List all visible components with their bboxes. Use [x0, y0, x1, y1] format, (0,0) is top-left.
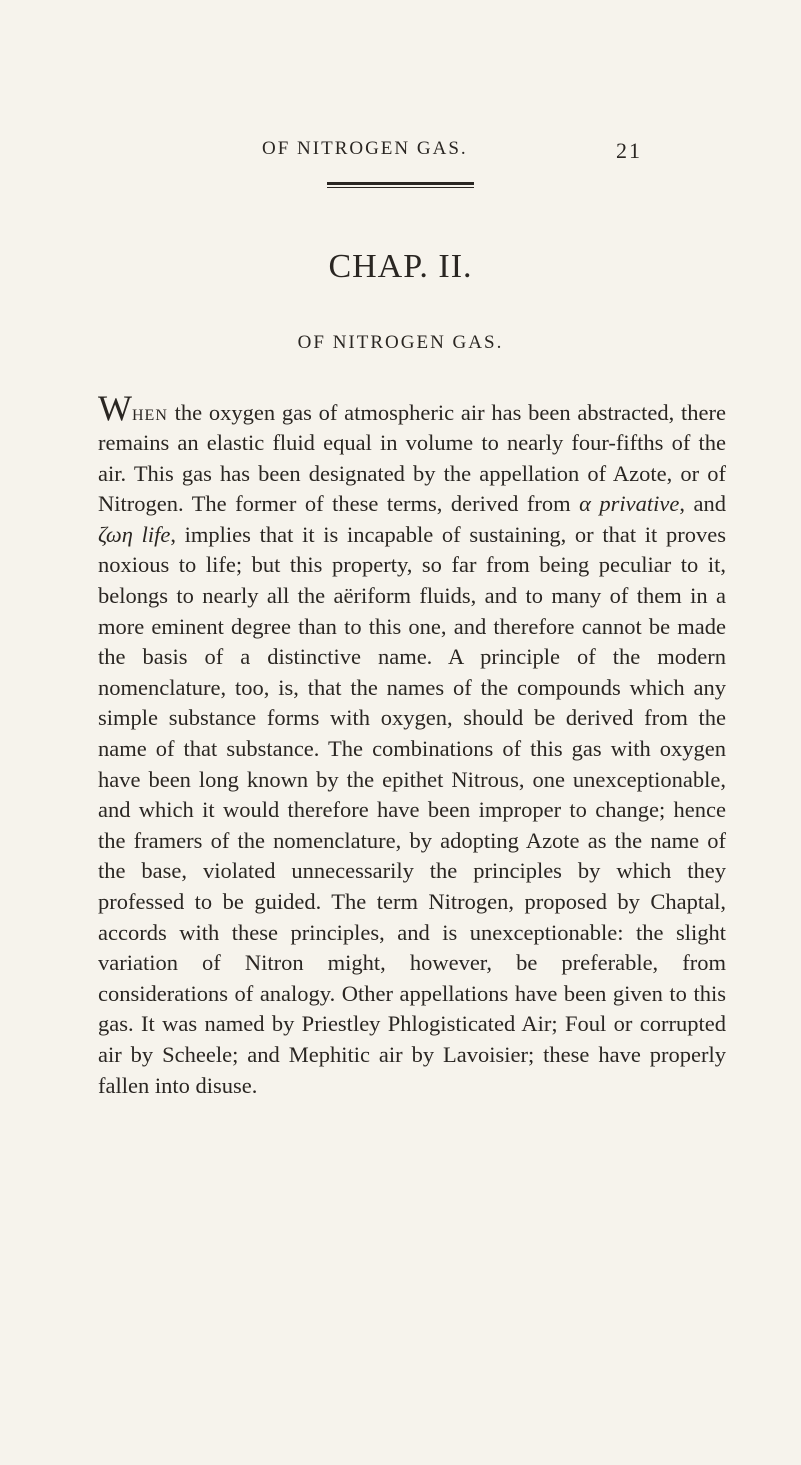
running-head-title: OF NITROGEN GAS. [262, 138, 468, 159]
body-paragraph [98, 387, 727, 1102]
chapter-title: CHAP. II. [328, 248, 473, 285]
text-part-1: the oxygen gas of atmospheric air has been abstracted, there remains an elastic fluid equal in volume to nearly four-fifths of the air. This gas has been designated by the appellation of Azote, or of Nitrogen. The former of these terms, derived from [98, 399, 726, 517]
greek-zoe: ζωη [98, 521, 133, 547]
rule-thin [327, 187, 474, 188]
text-part-2: , and [679, 491, 727, 517]
page-number: 21 [616, 138, 642, 163]
rule-thick [327, 182, 474, 185]
drop-cap: W [98, 387, 132, 428]
ornamental-rule [327, 182, 474, 188]
italic-life: life [141, 521, 171, 547]
text-part-3: , implies that it is incapable of sustaining, or that it proves noxious to life; but this property, so far from being peculiar to it, belongs to nearly all the aëriform fluids, and to many of them in a more eminent degree than to this one, and therefore cannot be made the basis of a distinctive name. A principle of the modern nomenclature, too, is, that the names of the compounds which any simple substance forms with oxygen, should be derived from the name of that substance. The combinations of this gas with oxygen have been long known by the epithet Nitrous, one unexceptionable, and which it would therefore have been improper to change; hence the framers of the nomenclature, by adopting Azote as the name of the base, violated unnecessarily the principles by which they professed to be guided. The term Nitrogen, proposed by Chaptal, accords with these principles, and is unexceptionable: the slight variation of Nitron might, however, be preferable, from considerations of analogy. Other appellations have been given to this gas. It was named by Priestley Phlogisticated Air; Foul or corrupted air by Scheele; and Mephitic air by Lavoisier; these have properly fallen into disuse. [98, 521, 727, 1098]
section-title: OF NITROGEN GAS. [297, 332, 504, 353]
greek-alpha: α [579, 491, 591, 517]
opening-word-smallcaps: hen [131, 399, 168, 425]
italic-privative: privative [599, 491, 680, 517]
